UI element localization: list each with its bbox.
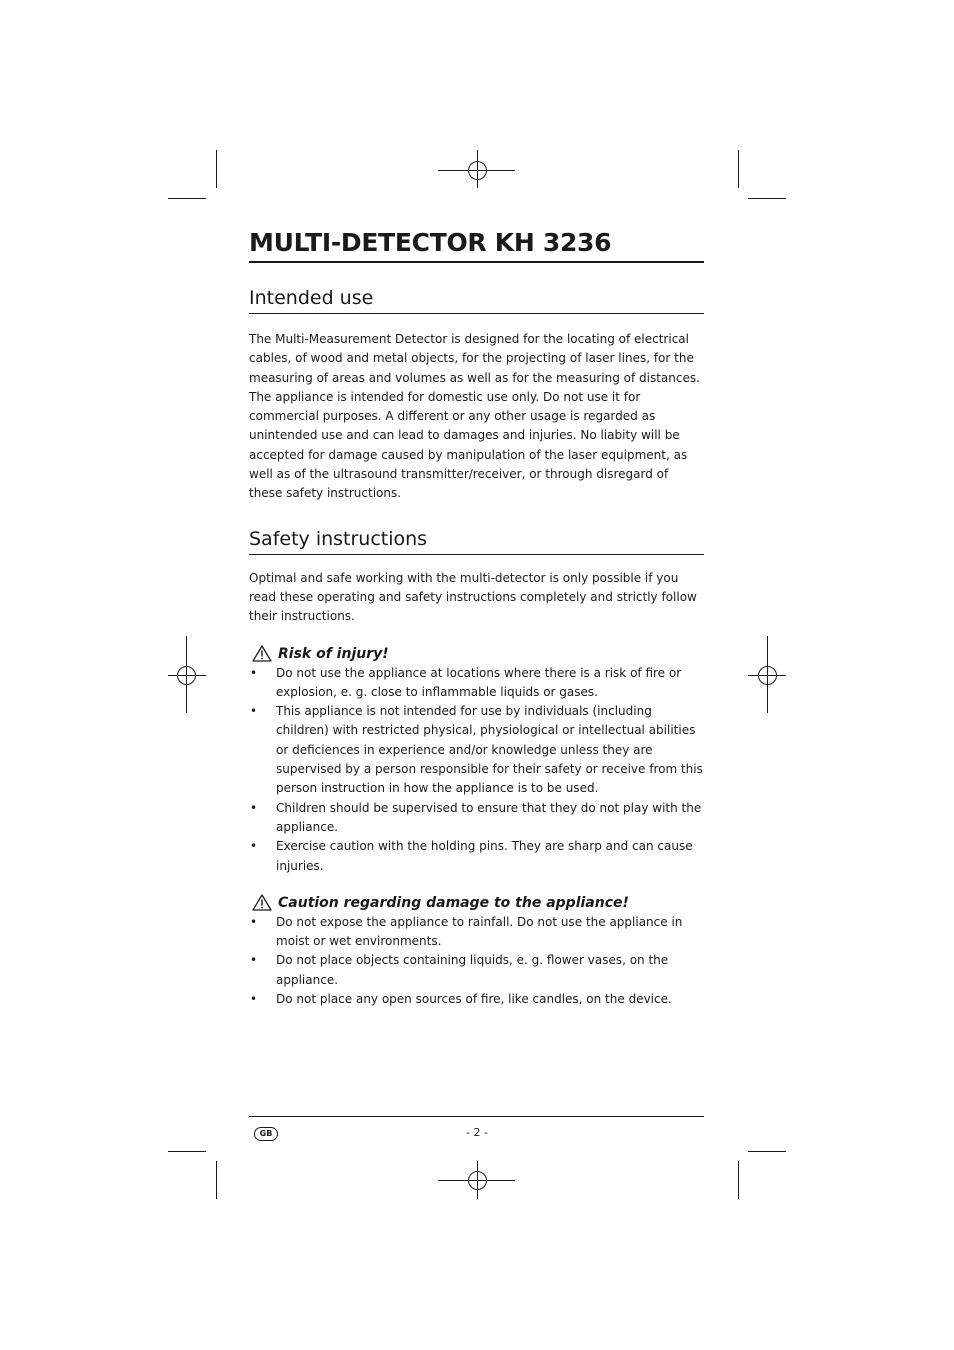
crop-mark-bottom-left-vertical	[216, 1161, 217, 1199]
crop-mark-top-left-vertical	[216, 150, 217, 188]
section-heading-safety-instructions: Safety instructions	[249, 526, 704, 555]
warning-title: Risk of injury!	[278, 645, 389, 662]
list-item: • Do not place objects containing liquids, e. g. flower vases, on the appliance.	[250, 953, 669, 987]
risk-of-injury-list	[249, 664, 704, 876]
list-item: • Do not use the appliance at locations where there is a risk of fire or explosion, e. g. close to inflammable liquids or gases.	[250, 665, 682, 699]
crop-mark-top-right-horizontal	[748, 198, 786, 199]
page-content	[249, 225, 704, 1009]
page-number: - 2 -	[466, 1126, 488, 1139]
section-heading-intended-use: Intended use	[249, 285, 704, 314]
warning-heading-caution-damage	[249, 893, 704, 913]
warning-triangle-icon	[252, 894, 272, 911]
list-item: • Do not place any open sources of fire, like candles, on the device.	[250, 992, 672, 1007]
crop-mark-top-left-horizontal	[168, 198, 206, 199]
crop-mark-bottom-right-horizontal	[748, 1151, 786, 1152]
list-item: • This appliance is not intended for use by individuals (including children) with restricted physical, physiological or intellectual abilities or deficiences in experience and/or knowledge unless they are supervised by a person responsible for their safety or receive from this person instruction in how the appliance is to be used.	[250, 704, 703, 796]
warning-triangle-icon	[252, 645, 272, 662]
crop-mark-bottom-left-horizontal	[168, 1151, 206, 1152]
list-item: • Do not expose the appliance to rainfall. Do not use the appliance in moist or wet environments.	[250, 914, 683, 949]
warning-title: Caution regarding damage to the appliance!	[278, 894, 629, 911]
caution-damage-list	[249, 913, 704, 1009]
list-item: • Exercise caution with the holding pins. They are sharp and can cause injuries.	[250, 839, 693, 873]
crop-mark-top-right-vertical	[738, 150, 739, 188]
list-item: • Children should be supervised to ensure that they do not play with the appliance.	[250, 800, 702, 834]
crop-mark-bottom-right-vertical	[738, 1161, 739, 1199]
language-badge: GB	[254, 1127, 278, 1141]
intended-use-paragraph: The Multi-Measurement Detector is designed for the locating of electrical cables, of wood and metal objects, for the projecting of laser lines, for the measuring of areas and volumes as well as for the measuring of distances. The appliance is intended for domestic use only. Do not use it for commercial purposes. A different or any other usage is regarded as unintended use and can lead to damages and injuries. No liabity will be accepted for damage caused by manipulation of the laser equipment, as well as of the ultrasound transmitter/receiver, or through disregard of these safety instructions.	[249, 332, 700, 501]
safety-instructions-paragraph: Optimal and safe working with the multi-detector is only possible if you read these operating and safety instructions completely and strictly follow their instructions.	[249, 570, 697, 624]
warning-heading-risk-of-injury	[249, 644, 704, 664]
page-title: MULTI-DETECTOR KH 3236	[249, 225, 704, 263]
footer-rule	[249, 1116, 704, 1117]
